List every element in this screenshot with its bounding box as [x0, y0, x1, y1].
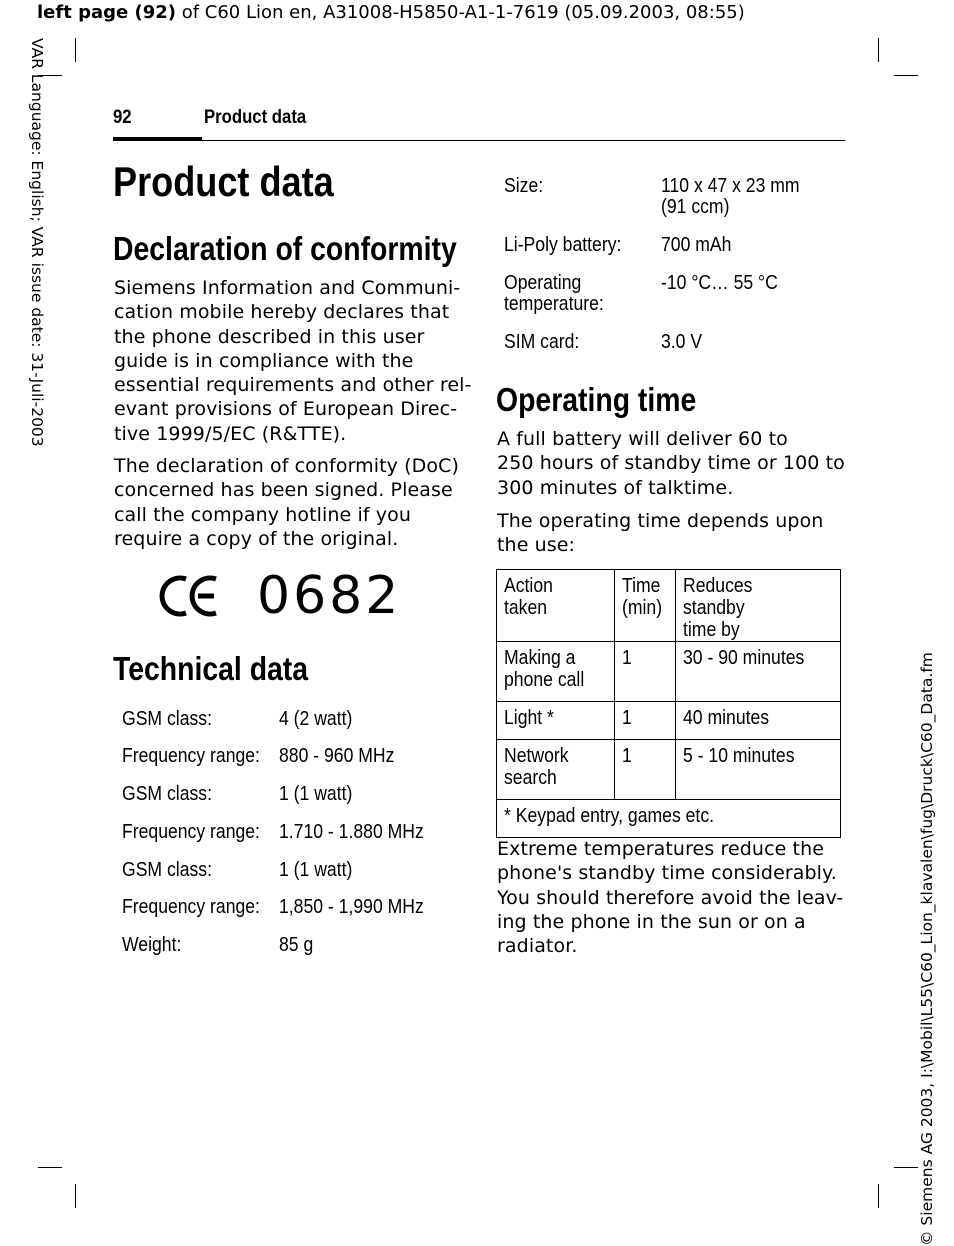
- page-title: Product data: [113, 158, 334, 205]
- table-cell: [615, 642, 676, 702]
- spec-label: Operating temperature:: [504, 272, 604, 315]
- operating-time-heading: Operating time: [496, 381, 697, 418]
- tech-value: 85 g: [279, 934, 314, 956]
- spec-value: 110 x 47 x 23 mm (91 ccm): [661, 175, 800, 218]
- spec-label: SIM card:: [504, 331, 580, 353]
- operating-paragraph-1: A full battery will deliver 60 to 250 hours of standby time or 100 to 300 minutes of talktime.: [497, 428, 845, 499]
- tech-value: 880 - 960 MHz: [279, 745, 395, 767]
- spec-value: -10 °C… 55 °C: [661, 272, 778, 294]
- cell-action: Network search: [504, 745, 569, 789]
- crop-mark: [38, 1167, 62, 1168]
- crop-mark: [878, 38, 879, 62]
- header-action: Action taken: [504, 575, 553, 619]
- table-footnote-row: [497, 800, 841, 838]
- declaration-heading: Declaration of conformity: [113, 230, 457, 267]
- crop-mark: [75, 38, 76, 62]
- tech-label: Weight:: [122, 934, 182, 956]
- technical-data-heading: Technical data: [113, 650, 309, 687]
- crop-mark: [878, 1184, 879, 1208]
- operating-paragraph-3: Extreme temperatures reduce the phone's standby time considerably. You should therefore avoid the leav- ing the phone in the sun or on a radiator.: [497, 838, 844, 958]
- table-header-cell: [615, 570, 676, 642]
- table-row: [497, 702, 841, 740]
- cell-action: Making a phone call: [504, 647, 585, 691]
- tech-label: Frequency range:: [122, 745, 260, 767]
- cell-time: 1: [622, 707, 632, 729]
- cell-time: 1: [622, 745, 632, 767]
- header-rule-thick: [113, 137, 202, 141]
- table-cell: [615, 740, 676, 800]
- table-cell: [497, 702, 615, 740]
- table-header-cell: [675, 570, 840, 642]
- cell-reduces: 40 minutes: [682, 707, 769, 729]
- declaration-paragraph-2: The declaration of conformity (DoC) concerned has been signed. Please call the company hotline if you require a copy of the original.: [114, 455, 460, 550]
- table-footnote: [497, 800, 841, 838]
- table-cell: [497, 642, 615, 702]
- print-header-info: of C60 Lion en, A31008-H5850-A1-1-7619 (05.09.2003, 08:55): [175, 2, 745, 23]
- table-cell: [675, 642, 840, 702]
- spec-label: Size:: [504, 175, 544, 197]
- tech-label: GSM class:: [122, 783, 212, 805]
- page-number: 92: [113, 107, 132, 128]
- tech-label: GSM class:: [122, 859, 212, 881]
- footnote-text: * Keypad entry, games etc.: [504, 805, 715, 827]
- operating-time-table: [496, 569, 841, 838]
- spec-value: 700 mAh: [661, 234, 732, 256]
- table-cell: [675, 702, 840, 740]
- table-header-row: [497, 570, 841, 642]
- tech-label: Frequency range:: [122, 896, 260, 918]
- header-rule: [202, 140, 845, 141]
- cell-reduces: 30 - 90 minutes: [682, 647, 804, 669]
- side-info-right-text: © Siemens AG 2003, I:\Mobil\L55\C60_Lion_klavalen\fug\Druck\C60_Data.fm: [918, 652, 936, 1246]
- tech-label: GSM class:: [122, 708, 212, 730]
- tech-value: 1 (1 watt): [279, 859, 353, 881]
- print-header: [37, 2, 745, 23]
- side-info-left-text: VAR Language: English; VAR issue date: 31-Juli-2003: [28, 38, 46, 447]
- tech-value: 1 (1 watt): [279, 783, 353, 805]
- table-row: [497, 740, 841, 800]
- table-cell: [497, 740, 615, 800]
- tech-value: 1,850 - 1,990 MHz: [279, 896, 424, 918]
- ce-notified-body-number: 0682: [257, 566, 402, 626]
- cell-time: 1: [622, 647, 632, 669]
- header-time: Time (min): [622, 575, 663, 619]
- header-reduces: Reduces standby time by: [682, 575, 753, 641]
- operating-paragraph-2: The operating time depends upon the use:: [497, 510, 824, 557]
- side-info-right: [916, 626, 940, 1246]
- spec-label: Li-Poly battery:: [504, 234, 622, 256]
- tech-value: 1.710 - 1.880 MHz: [279, 821, 424, 843]
- table-cell: [615, 702, 676, 740]
- tech-value: 4 (2 watt): [279, 708, 353, 730]
- table-cell: [675, 740, 840, 800]
- crop-mark: [75, 1184, 76, 1208]
- declaration-paragraph-1: Siemens Information and Communi- cation mobile hereby declares that the phone described in this user guide is in compliance with the essential requirements and other rel- evant provisions of European Direc- tive 1999/5/EC (R&TTE).: [114, 277, 472, 445]
- tech-label: Frequency range:: [122, 821, 260, 843]
- side-info-left: [28, 38, 48, 478]
- running-header-title: Product data: [204, 107, 307, 128]
- table-header-cell: [497, 570, 615, 642]
- cell-reduces: 5 - 10 minutes: [682, 745, 795, 767]
- print-header-page: left page (92): [37, 2, 176, 23]
- spec-value: 3.0 V: [661, 331, 703, 353]
- ce-mark-icon: [158, 571, 220, 621]
- cell-action: Light *: [504, 707, 554, 729]
- table-row: [497, 642, 841, 702]
- crop-mark: [894, 1167, 918, 1168]
- crop-mark: [894, 75, 918, 76]
